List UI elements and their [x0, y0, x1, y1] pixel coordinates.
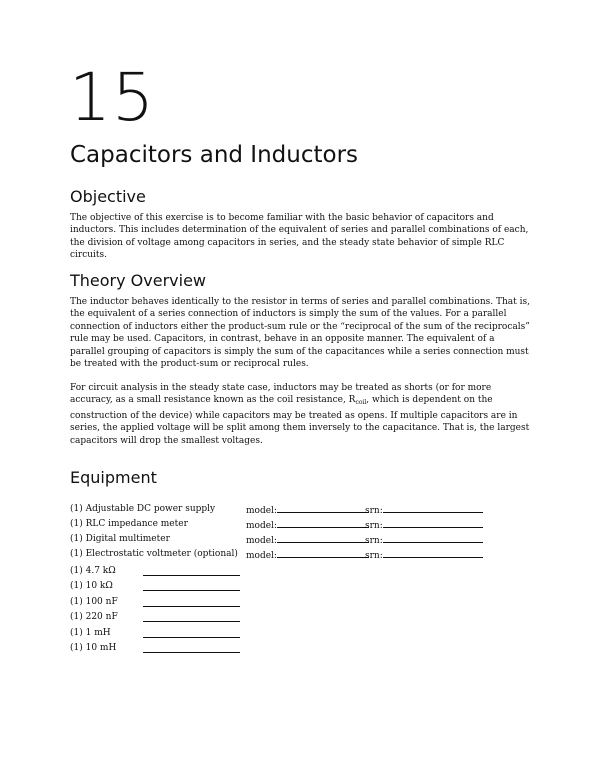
- component-blank-line[interactable]: [143, 642, 240, 653]
- srn-blank-line[interactable]: [383, 518, 483, 528]
- model-label: model:: [246, 536, 277, 546]
- model-blank-line[interactable]: [277, 548, 369, 558]
- srn-field[interactable]: [365, 503, 483, 517]
- srn-blank-line[interactable]: [383, 503, 483, 513]
- srn-field[interactable]: [365, 548, 483, 562]
- model-label: model:: [246, 506, 277, 516]
- model-field[interactable]: [246, 548, 369, 562]
- objective-paragraph: The objective of this exercise is to become familiar with the basic behavior of capacitors and inductors. This includes determination of the equivalent of series and parallel combinations of each, the division of voltage among capacitors in series, and the steady state behavior of simple RLC circuits.: [70, 213, 529, 261]
- srn-label: srn:: [365, 521, 383, 531]
- srn-field[interactable]: [365, 533, 483, 547]
- model-blank-line[interactable]: [277, 533, 369, 543]
- equipment-heading: Equipment: [70, 468, 157, 487]
- component-label: (1) 1 mH: [70, 628, 111, 638]
- equipment-item-label: (1) Digital multimeter: [70, 534, 170, 544]
- model-field[interactable]: [246, 533, 369, 547]
- objective-heading: Objective: [70, 187, 146, 206]
- component-blank-line[interactable]: [143, 565, 240, 576]
- component-label: (1) 10 mH: [70, 643, 117, 653]
- model-blank-line[interactable]: [277, 503, 369, 513]
- coil-subscript: coil: [355, 399, 367, 407]
- model-label: model:: [246, 551, 277, 561]
- model-field[interactable]: [246, 518, 369, 532]
- component-blank-line[interactable]: [143, 596, 240, 607]
- chapter-title: Capacitors and Inductors: [70, 142, 359, 168]
- chapter-number: 15: [69, 59, 155, 136]
- srn-blank-line[interactable]: [383, 548, 483, 558]
- equipment-item-label: (1) Electrostatic voltmeter (optional): [70, 549, 238, 559]
- component-label: (1) 4.7 kΩ: [70, 566, 116, 576]
- srn-field[interactable]: [365, 518, 483, 532]
- equipment-item-label: (1) Adjustable DC power supply: [70, 504, 216, 514]
- model-field[interactable]: [246, 503, 369, 517]
- theory-paragraph-2-part-b: , which is dependent on the construction of the device) while capacitors may be treated as opens. If multiple capacitors are in series, the applied voltage will be split among them inversely to the capacitance. That is, the largest capacitors will drop the smallest voltages.: [70, 395, 530, 446]
- component-blank-line[interactable]: [143, 611, 240, 622]
- model-blank-line[interactable]: [277, 518, 369, 528]
- equipment-item-label: (1) RLC impedance meter: [70, 519, 188, 529]
- theory-paragraph-2-part-a: For circuit analysis in the steady state case, inductors may be treated as shorts (or for more accuracy, as a small resistance known as the coil resistance, R: [70, 383, 492, 406]
- model-label: model:: [246, 521, 277, 531]
- theory-paragraph-2: [70, 382, 532, 447]
- srn-blank-line[interactable]: [383, 533, 483, 543]
- srn-label: srn:: [365, 551, 383, 561]
- component-label: (1) 100 nF: [70, 597, 118, 607]
- theory-paragraph-1: The inductor behaves identically to the resistor in terms of series and parallel combinations. That is, the equivalent of a series connection of inductors is simply the sum of the values. For a parallel connection of inductors either the product-sum rule or the “reciprocal of the sum of the reciprocals” rule may be used. Capacitors, in contrast, behave in an opposite manner. The equivalent of a parallel grouping of capacitors is simply the sum of the capacitances while a series connection must be treated with the product-sum or reciprocal rules.: [70, 297, 530, 370]
- srn-label: srn:: [365, 536, 383, 546]
- srn-label: srn:: [365, 506, 383, 516]
- theory-heading: Theory Overview: [70, 271, 207, 290]
- component-blank-line[interactable]: [143, 627, 240, 638]
- component-blank-line[interactable]: [143, 580, 240, 591]
- component-label: (1) 220 nF: [70, 612, 118, 622]
- component-label: (1) 10 kΩ: [70, 581, 113, 591]
